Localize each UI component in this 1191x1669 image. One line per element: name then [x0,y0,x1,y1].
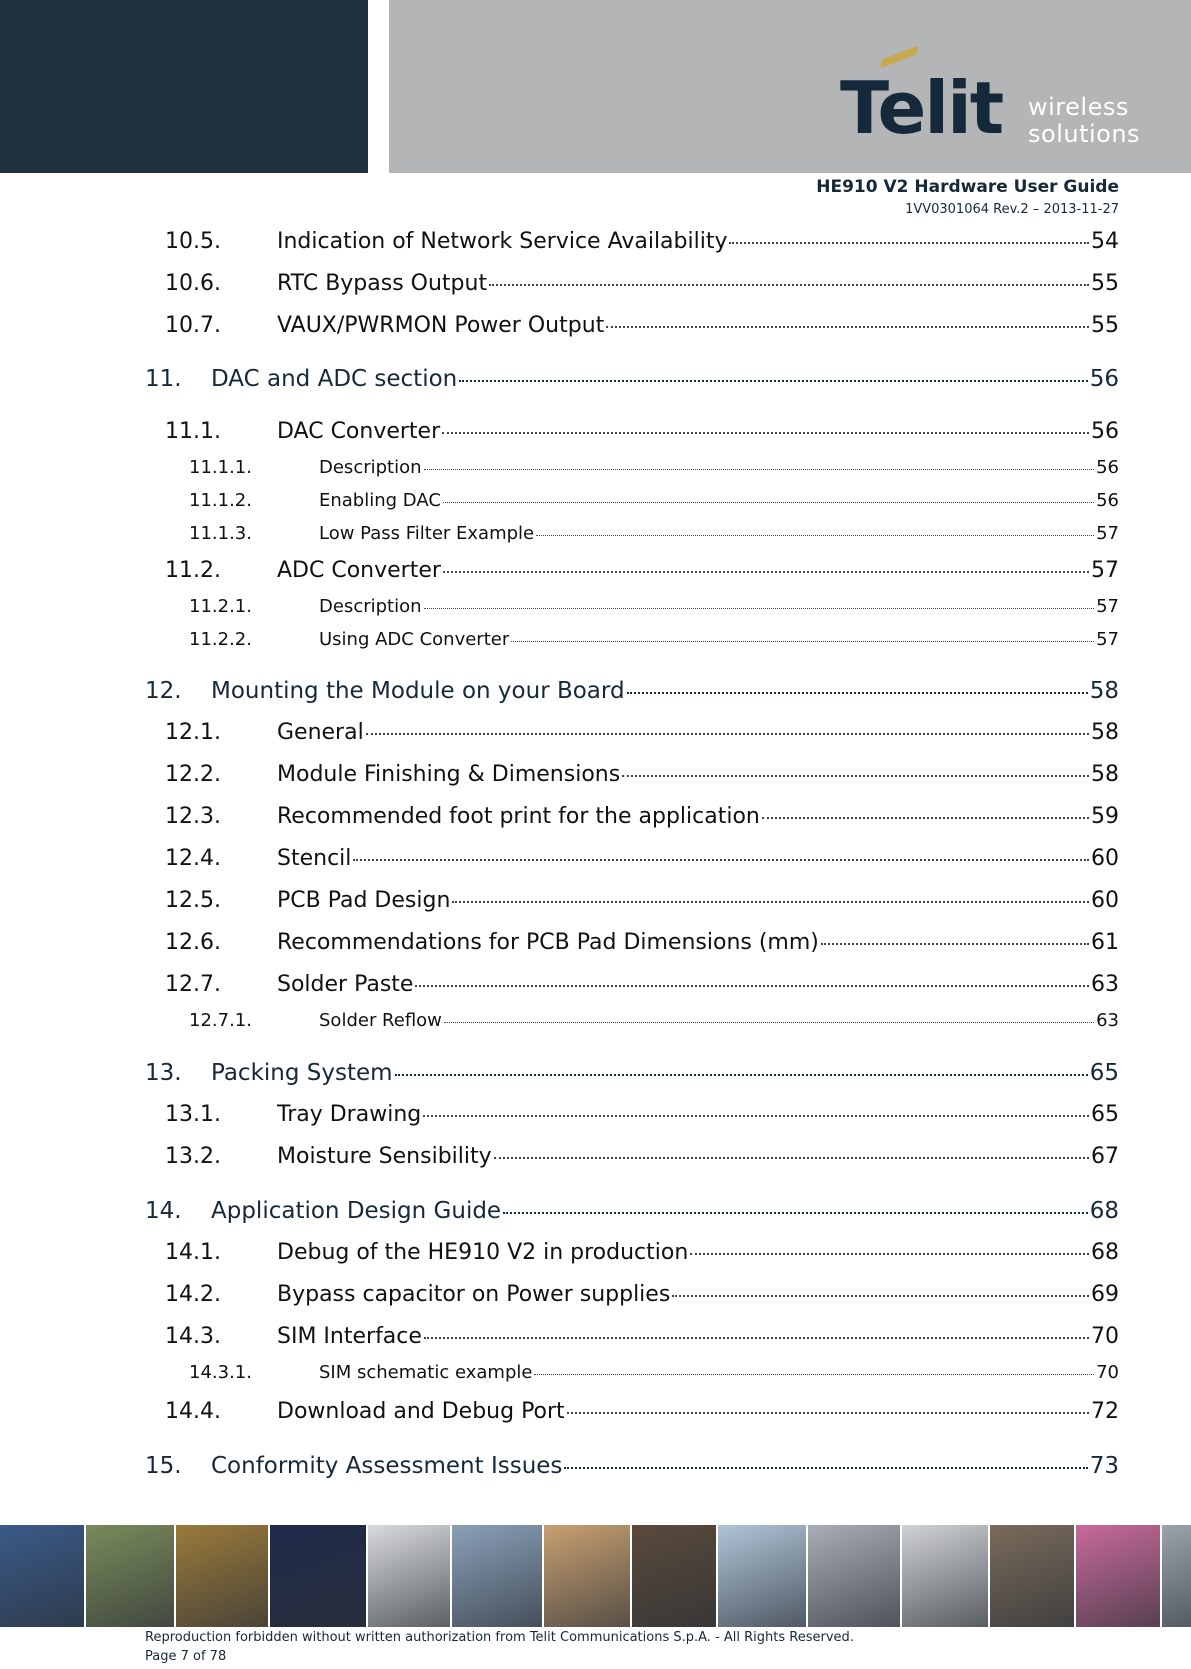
toc-entry-page[interactable]: 57 [1096,596,1119,617]
toc-entry-number: 12.5. [165,888,221,913]
toc-entry-page[interactable]: 57 [1096,523,1119,544]
toc-entry-number: 12.6. [165,930,221,955]
page-header [0,0,1191,217]
toc-entry[interactable] [145,1198,1119,1224]
toc-entry-number: 11.2. [165,558,221,583]
toc-dot-leader [452,901,1089,903]
toc-entry-number: 14. [145,1198,182,1224]
document-title: HE910 V2 Hardware User Guide [816,177,1119,197]
toc-entry-number: 10.5. [165,229,221,254]
toc-entry-page[interactable]: 65 [1089,1060,1119,1086]
toc-entry-title[interactable]: DAC Converter [277,419,441,444]
toc-entry-number: 11.1. [165,419,221,444]
toc-entry[interactable] [189,1010,1119,1031]
toc-dot-leader [567,1412,1089,1414]
toc-entry-title[interactable]: VAUX/PWRMON Power Output [277,313,605,338]
toc-dot-leader [489,284,1089,286]
toc-entry-number: 12.1. [165,720,221,745]
toc-dot-leader [534,1374,1094,1375]
traffic-photo [0,1525,86,1627]
toc-entry[interactable] [165,1399,1119,1424]
toc-entry-page[interactable]: 68 [1089,1198,1119,1224]
toc-entry-title[interactable]: Packing System [211,1060,393,1086]
toc-entry-title[interactable]: Solder Reflow [319,1010,442,1031]
toc-entry-number: 12.7. [165,972,221,997]
logo-wordmark: Telit [840,66,1003,150]
toc-dot-leader [564,1467,1087,1469]
toc-entry-number: 15. [145,1453,182,1479]
document-reference: 1VV0301064 Rev.2 – 2013-11-27 [905,202,1119,217]
toc-entry-title[interactable]: Using ADC Converter [319,629,510,650]
toc-entry[interactable] [165,229,1119,254]
toc-entry-number: 12. [145,678,182,704]
toc-entry[interactable] [165,930,1119,955]
toc-entry-number: 12.2. [165,762,221,787]
toc-entry-number: 12.4. [165,846,221,871]
toc-entry-page[interactable]: 57 [1096,629,1119,650]
toc-entry-page[interactable]: 56 [1096,490,1119,511]
toc-entry-page[interactable]: 73 [1089,1453,1119,1479]
toc-entry-title[interactable]: Recommended foot print for the application [277,804,760,829]
toc-entry-title[interactable]: Debug of the HE910 V2 in production [277,1240,689,1265]
toc-entry[interactable] [165,720,1119,745]
toc-entry[interactable] [145,1453,1119,1479]
footer-page-number: Page 7 of 78 [145,1649,227,1664]
toc-entry-page[interactable]: 58 [1089,678,1119,704]
toc-entry-title[interactable]: DAC and ADC section [211,366,458,392]
toc-entry-number: 13.1. [165,1102,221,1127]
toc-entry-title[interactable]: Description [319,457,422,478]
toc-entry-number: 10.7. [165,313,221,338]
toc-entry-title[interactable]: ADC Converter [277,558,441,583]
toc-entry[interactable] [189,457,1119,478]
toc-dot-leader [622,775,1089,777]
toc-entry[interactable] [165,1324,1119,1349]
toc-entry[interactable] [189,490,1119,511]
toc-entry-title[interactable]: Mounting the Module on your Board [211,678,625,704]
toc-dot-leader [503,1212,1088,1214]
toc-entry-title[interactable]: Conformity Assessment Issues [211,1453,563,1479]
cyclist-photo [452,1525,544,1627]
toc-entry-page[interactable]: 70 [1091,1324,1119,1349]
toc-entry-title[interactable]: Low Pass Filter Example [319,523,535,544]
toc-entry-page[interactable]: 58 [1091,762,1119,787]
toc-dot-leader [494,1157,1089,1159]
toc-entry-page[interactable]: 61 [1091,930,1119,955]
containers-photo [176,1525,270,1627]
toc-entry[interactable] [189,1362,1119,1383]
toc-entry-title[interactable]: Enabling DAC [319,490,441,511]
toc-entry-page[interactable]: 60 [1091,888,1119,913]
toc-entry[interactable] [165,972,1119,997]
toc-entry-page[interactable]: 59 [1091,804,1119,829]
toc-entry[interactable] [165,846,1119,871]
toc-entry-title[interactable]: PCB Pad Design [277,888,451,913]
toc-entry-page[interactable]: 60 [1091,846,1119,871]
toc-entry-title[interactable]: Module Finishing & Dimensions [277,762,621,787]
toc-entry-title[interactable]: Moisture Sensibility [277,1144,492,1169]
toc-entry-page[interactable]: 56 [1091,419,1119,444]
toc-dot-leader [366,733,1089,735]
toc-entry-title[interactable]: Recommendations for PCB Pad Dimensions (mm) [277,930,819,955]
logo-tagline-line2: solutions [1028,120,1141,148]
toc-entry-number: 11. [145,366,182,392]
toc-entry[interactable] [165,1282,1119,1307]
toc-entry-page[interactable]: 68 [1091,1240,1119,1265]
phone-sign-photo [86,1525,176,1627]
toc-entry-title[interactable]: Stencil [277,846,352,871]
toc-entry-title[interactable]: SIM schematic example [319,1362,533,1383]
toc-entry-title[interactable]: Tray Drawing [277,1102,422,1127]
toc-entry-number: 14.2. [165,1282,221,1307]
toc-entry-page[interactable]: 70 [1096,1362,1119,1383]
toc-entry-page[interactable]: 63 [1091,972,1119,997]
toc-entry[interactable] [165,1144,1119,1169]
toc-dot-leader [690,1253,1089,1255]
toc-entry-number: 13. [145,1060,182,1086]
toc-entry[interactable] [189,629,1119,650]
toc-entry-page[interactable]: 72 [1091,1399,1119,1424]
toc-entry-number: 10.6. [165,271,221,296]
toc-entry-number: 14.3.1. [189,1362,252,1383]
toc-dot-leader [444,1022,1094,1023]
pink-machine-photo [1076,1525,1162,1627]
toc-entry[interactable] [165,1102,1119,1127]
toc-entry-number: 11.2.2. [189,629,252,650]
toc-dot-leader [395,1074,1088,1076]
toc-entry-page[interactable]: 58 [1091,720,1119,745]
toc-entry[interactable] [165,804,1119,829]
toc-entry-page[interactable]: 57 [1091,558,1119,583]
toc-dot-leader [762,817,1089,819]
toc-dot-leader [459,380,1087,382]
station-photo [990,1525,1076,1627]
toc-entry-number: 11.1.3. [189,523,252,544]
toc-dot-leader [627,692,1088,694]
toc-entry[interactable] [165,271,1119,296]
toc-entry-title[interactable]: SIM Interface [277,1324,422,1349]
toc-entry-page[interactable]: 69 [1091,1282,1119,1307]
toc-dot-leader [536,535,1094,536]
meters-photo [808,1525,902,1627]
toc-entry-title[interactable]: Application Design Guide [211,1198,502,1224]
keyboard-photo [368,1525,452,1627]
toc-entry-number: 14.3. [165,1324,221,1349]
toc-dot-leader [821,943,1089,945]
toc-dot-leader [424,469,1095,470]
toc-entry-number: 13.2. [165,1144,221,1169]
toc-entry-title[interactable]: Solder Paste [277,972,414,997]
toc-entry[interactable] [189,596,1119,617]
toc-entry-page[interactable]: 55 [1091,271,1119,296]
camera-photo [1162,1525,1191,1627]
toc-dot-leader [606,326,1089,328]
toc-dot-leader [423,1115,1089,1117]
toc-entry-title[interactable]: Indication of Network Service Availability [277,229,728,254]
toc-entry-title[interactable]: Download and Debug Port [277,1399,565,1424]
toc-entry-number: 12.7.1. [189,1010,252,1031]
toc-entry-number: 12.3. [165,804,221,829]
toc-entry[interactable] [189,523,1119,544]
toc-entry-page[interactable]: 55 [1091,313,1119,338]
toc-entry[interactable] [145,366,1119,392]
wind-turbines-photo [718,1525,808,1627]
toc-entry-page[interactable]: 63 [1096,1010,1119,1031]
toc-entry[interactable] [165,762,1119,787]
toc-entry-number: 14.4. [165,1399,221,1424]
toc-dot-leader [353,859,1089,861]
toc-entry[interactable] [145,1060,1119,1086]
toc-dot-leader [511,641,1094,642]
logo-tagline [1028,94,1140,148]
toc-entry-page[interactable]: 54 [1091,229,1119,254]
toc-entry[interactable] [165,888,1119,913]
toc-dot-leader [424,1337,1089,1339]
toc-entry-title[interactable]: Description [319,596,422,617]
vending-machine-photo [632,1525,718,1627]
toc-entry-page[interactable]: 65 [1091,1102,1119,1127]
toc-entry-title[interactable]: RTC Bypass Output [277,271,488,296]
footer-copyright: Reproduction forbidden without written authorization from Telit Communications S.p.A. - All Rights Reserved. [145,1630,854,1645]
toc-entry[interactable] [165,1240,1119,1265]
toc-entry-number: 11.1.1. [189,457,252,478]
telit-logo [840,44,1160,154]
toc-entry-page[interactable]: 56 [1089,366,1119,392]
footer-photo-strip [0,1525,1191,1627]
toc-entry-number: 11.1.2. [189,490,252,511]
toc-dot-leader [672,1295,1089,1297]
toc-entry[interactable] [165,558,1119,583]
toc-entry[interactable] [145,678,1119,704]
card-reader-photo [544,1525,632,1627]
toc-dot-leader [729,242,1089,244]
toc-entry-number: 14.1. [165,1240,221,1265]
toc-dot-leader [415,985,1089,987]
toc-entry-number: 11.2.1. [189,596,252,617]
toc-dot-leader [424,608,1095,609]
toc-entry[interactable] [165,313,1119,338]
toc-entry[interactable] [165,419,1119,444]
building-photo [902,1525,990,1627]
toc-entry-title[interactable]: General [277,720,364,745]
logo-tagline-line1: wireless [1028,93,1129,121]
toc-entry-page[interactable]: 67 [1091,1144,1119,1169]
toc-dot-leader [443,571,1089,573]
toc-dot-leader [443,502,1094,503]
clock-display-photo [270,1525,368,1627]
header-dark-panel [0,0,368,173]
toc-entry-title[interactable]: Bypass capacitor on Power supplies [277,1282,671,1307]
toc-entry-page[interactable]: 56 [1096,457,1119,478]
toc-dot-leader [442,432,1089,434]
